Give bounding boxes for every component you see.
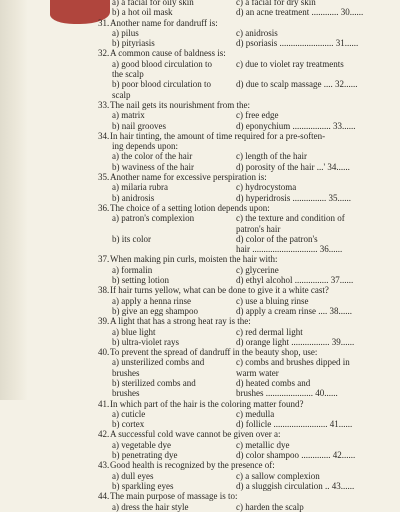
option-right: c) a sallow complexion [236,470,320,481]
question-text: The nail gets its nourishment from the: [110,99,250,110]
question-number: 33. [98,99,110,110]
question-number: 32. [98,48,110,59]
question-text: In hair tinting, the amount of time required for a pre-soften- [110,130,326,141]
option-right: d) eponychium ................. 33...... [236,120,356,131]
option-row [98,162,388,172]
question-row [98,131,388,141]
question-text: Another name for excessive perspiration is: [110,172,267,183]
book-spine-shadow [0,0,28,400]
question-page [98,0,388,512]
option-right: brushes ..................... 40...... [236,388,338,399]
option-right: d) color of the patron's [236,233,318,244]
option-left: a) unsterilized combs and [112,357,205,368]
question-text: The main purpose of massage is to: [110,491,238,502]
option-right: patron's hair [236,223,281,234]
question-row [98,172,388,182]
option-right: d) heated combs and [236,377,311,388]
option-row [98,481,388,491]
question-text: A common cause of baldness is: [110,48,226,59]
option-right: c) red dermal light [236,326,303,337]
option-row [98,234,388,244]
question-text: If hair turns yellow, what can be done to give it a white cast? [110,285,329,296]
option-left: b) penetrating dye [112,450,178,461]
question-number: 38. [98,285,110,296]
option-left: a) milaria rubra [112,182,168,193]
question-text: The choice of a setting lotion depends upon: [110,202,270,213]
option-row [98,224,388,234]
option-right: c) due to violet ray treatments [236,58,344,69]
option-row [98,182,388,192]
option-right: c) length of the hair [236,151,307,162]
option-right: c) harden the scalp [236,501,304,512]
question-text: Good health is recognized by the presence of: [110,460,275,471]
option-row [98,38,388,48]
option-row [98,450,388,460]
option-left: a) formalin [112,264,153,275]
option-row [98,327,388,337]
question-number: 34. [98,130,110,141]
option-row [98,110,388,120]
option-left: b) nail grooves [112,120,166,131]
option-row [98,357,388,367]
option-row [98,151,388,161]
option-row [98,7,388,17]
option-left: b) sparkling eyes [112,480,174,491]
option-left: a) patron's complexion [112,213,195,224]
option-right: c) use a bluing rinse [236,295,309,306]
question-row [98,460,388,470]
option-row [98,28,388,38]
option-row [98,244,388,254]
option-left: a) cuticle [112,408,146,419]
question-row [98,100,388,110]
question-row [98,203,388,213]
option-row [98,502,388,512]
option-row [98,306,388,316]
option-right: d) ethyl alcohol ............... 37...... [236,275,354,286]
question-number: 37. [98,254,110,265]
option-left: a) a facial for oily skin [112,0,194,7]
question-text: Another name for dandruff is: [110,17,218,28]
option-left: b) pityriasis [112,38,155,49]
question-number: 41. [98,398,110,409]
option-row [98,193,388,203]
option-right: c) combs and brushes dipped in [236,357,350,368]
option-right: d) hyperidrosis ............... 35...... [236,192,351,203]
option-left: a) the color of the hair [112,151,193,162]
option-right: warm water [236,367,279,378]
option-left: the scalp [112,69,144,80]
question-row [98,316,388,326]
option-row [98,0,388,7]
option-right: c) metallic dye [236,439,290,450]
option-left: a) apply a henna rinse [112,295,191,306]
option-right: d) an acne treatment ............ 30...... [236,7,364,18]
question-number: 35. [98,172,110,183]
question-number: 42. [98,429,110,440]
question-number: 44. [98,491,110,502]
option-right: d) apply a cream rinse .... 38...... [236,305,352,316]
option-right: hair ............................. 36...... [236,244,343,255]
question-number: 36. [98,202,110,213]
option-row [98,275,388,285]
question-row [98,399,388,409]
option-right: c) hydrocystoma [236,182,297,193]
question-text: A light that has a strong heat ray is the: [110,316,251,327]
option-right: d) psoriasis ........................ 31...... [236,38,359,49]
option-row [98,213,388,223]
option-right: c) glycerine [236,264,279,275]
option-right: d) due to scalp massage .... 32...... [236,79,358,90]
option-row [98,419,388,429]
option-row [98,296,388,306]
question-text: To prevent the spread of dandruff in the beauty shop, use: [110,347,318,358]
question-row [98,285,388,295]
question-number: 39. [98,316,110,327]
question-row [98,491,388,501]
option-row [98,368,388,378]
option-row [98,141,388,151]
option-left: b) sterilized combs and [112,377,196,388]
option-left: b) its color [112,233,151,244]
question-row [98,254,388,264]
option-left: a) matrix [112,110,145,121]
question-row [98,48,388,58]
option-row [98,388,388,398]
question-row [98,429,388,439]
option-left: b) give an egg shampoo [112,305,198,316]
question-text: A successful cold wave cannot be given over a: [110,429,281,440]
option-row [98,440,388,450]
option-right: d) orange light ................. 39...... [236,336,355,347]
question-row [98,347,388,357]
option-left: b) cortex [112,419,145,430]
option-left: a) good blood circulation to [112,58,212,69]
option-left: scalp [112,89,131,100]
option-left: a) vegetable dye [112,439,171,450]
option-right: c) medulla [236,408,275,419]
option-row [98,378,388,388]
option-row [98,265,388,275]
option-left: b) setting lotion [112,275,169,286]
option-right: c) a facial for dry skin [236,0,316,7]
option-right: c) anidrosis [236,27,278,38]
question-text-continued: ing depends upon: [112,141,178,152]
option-left: brushes [112,388,140,399]
option-left: b) poor blood circulation to [112,79,211,90]
option-right: d) a sluggish circulation .. 43...... [236,480,355,491]
option-left: b) a hot oil mask [112,7,173,18]
option-row [98,337,388,347]
option-left: a) dull eyes [112,470,154,481]
option-row [98,409,388,419]
question-text: When making pin curls, moisten the hair with: [110,254,278,265]
option-left: brushes [112,367,140,378]
question-number: 40. [98,347,110,358]
option-row [98,90,388,100]
option-row [98,59,388,69]
option-right: c) free edge [236,110,279,121]
question-number: 43. [98,460,110,471]
option-left: b) waviness of the hair [112,161,194,172]
option-row [98,471,388,481]
question-number: 31. [98,17,110,28]
option-right: c) the texture and condition of [236,213,345,224]
option-left: b) ultra-violet rays [112,336,179,347]
option-row [98,69,388,79]
question-row [98,18,388,28]
question-text: In which part of the hair is the coloring matter found? [110,398,304,409]
option-left: a) pilus [112,27,139,38]
option-right: d) color shampoo ............. 42...... [236,450,356,461]
option-row [98,121,388,131]
option-right: d) porosity of the hair ...' 34...... [236,161,350,172]
option-left: a) dress the hair style [112,501,189,512]
option-right: d) follicle ........................ 41...... [236,419,353,430]
option-left: b) anidrosis [112,192,155,203]
option-left: a) blue light [112,326,156,337]
option-row [98,79,388,89]
